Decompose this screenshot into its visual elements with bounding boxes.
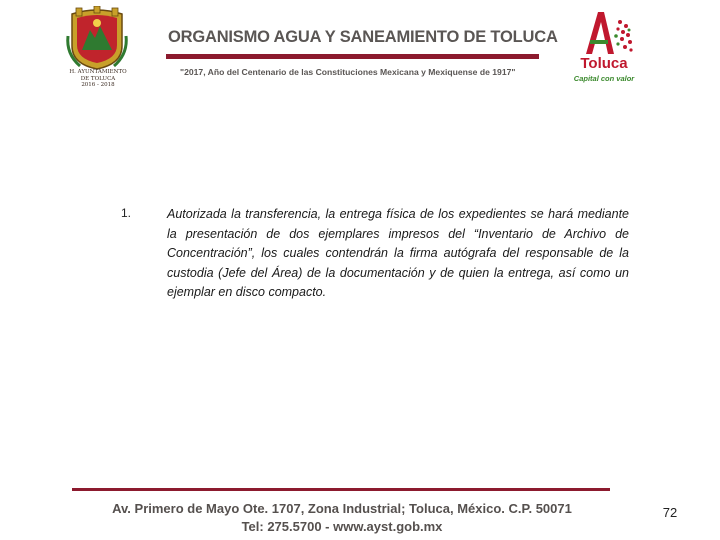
page-number: 72: [662, 505, 678, 520]
crest-caption: [60, 69, 136, 89]
footer-address: Av. Primero de Mayo Ote. 1707, Zona Industrial; Toluca, México. C.P. 50071: [112, 501, 572, 516]
footer-divider: [72, 488, 610, 491]
toluca-tagline: Capital con valor: [573, 74, 635, 83]
crest-caption-line: DE TOLUCA: [80, 75, 116, 82]
year-slogan: "2017, Año del Centenario de las Constituciones Mexicana y Mexiquense de 1917": [180, 67, 516, 77]
header-divider: [166, 54, 539, 59]
crest-caption-line: 2016 - 2018: [81, 82, 115, 88]
crest-caption-line: H. AYUNTAMIENTO: [69, 69, 127, 75]
footer-contact: Tel: 275.5700 - www.ayst.gob.mx: [241, 519, 443, 534]
toluca-wordmark: Toluca: [580, 55, 628, 72]
list-item-text: Autorizada la transferencia, la entrega física de los expedientes se hará mediante la presentación de dos ejemplares impresos del “Inventario de Archivo de Concentración”, los cuales contendrán la firma autógrafa del responsable de la custodia (Jefe del Área) de la documentación y de quien la entrega, así como un ejemplar en disco compacto.: [167, 207, 629, 300]
toluca-coat-of-arms: [64, 6, 130, 70]
list-item-number: 1.: [121, 206, 132, 220]
organization-title: ORGANISMO AGUA Y SANEAMIENTO DE TOLUCA: [168, 28, 558, 46]
